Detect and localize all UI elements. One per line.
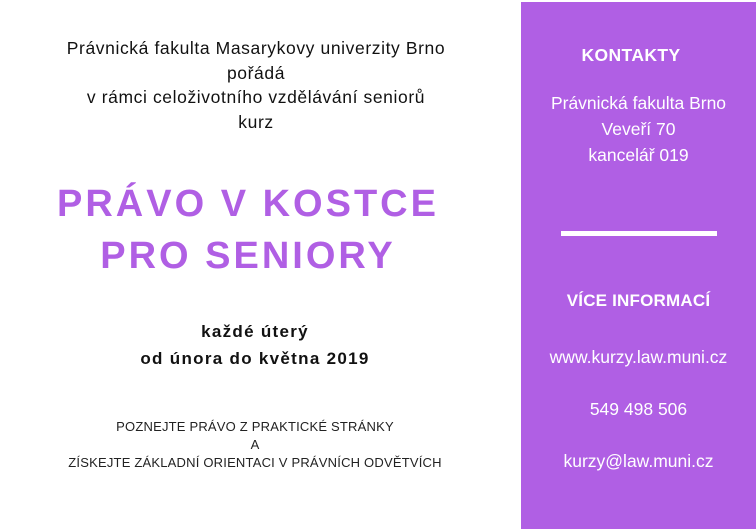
tagline-line-1: POZNEJTE PRÁVO Z PRAKTICKÉ STRÁNKY xyxy=(116,419,394,434)
title-line-1: PRÁVO V KOSTCE xyxy=(57,183,439,225)
divider xyxy=(561,231,717,236)
schedule-period: od února do května 2019 xyxy=(140,349,370,368)
tagline-line-3: ZÍSKEJTE ZÁKLADNÍ ORIENTACI V PRÁVNÍCH ODVĚTVÍCH xyxy=(68,455,442,470)
more-info-heading: VÍCE INFORMACÍ xyxy=(566,291,711,310)
address-line-1: Právnická fakulta Brno xyxy=(550,93,727,113)
title-line-2: PRO SENIORY xyxy=(100,235,396,277)
tagline-line-2: A xyxy=(250,437,260,452)
organizes-line: pořádá xyxy=(226,62,286,83)
program-line: v rámci celoživotního vzdělávání seniorů xyxy=(86,87,426,107)
tagline xyxy=(0,418,510,472)
course-line: kurz xyxy=(238,111,274,132)
website-link[interactable]: www.kurzy.law.muni.cz xyxy=(549,347,728,367)
contact-sidebar xyxy=(521,2,756,529)
address-line-2: Veveří 70 xyxy=(601,119,676,139)
address-line-3: kancelář 019 xyxy=(588,145,689,165)
intro-text xyxy=(0,36,512,134)
phone-number[interactable]: 549 498 506 xyxy=(589,399,688,419)
address xyxy=(521,90,756,168)
contacts-heading: KONTAKTY xyxy=(581,45,681,65)
schedule xyxy=(0,318,510,372)
organizer-line: Právnická fakulta Masarykovy univerzity Brno xyxy=(66,38,446,58)
schedule-day: každé úterý xyxy=(201,322,309,341)
course-title xyxy=(0,178,496,282)
email-link[interactable]: kurzy@law.muni.cz xyxy=(563,451,714,471)
